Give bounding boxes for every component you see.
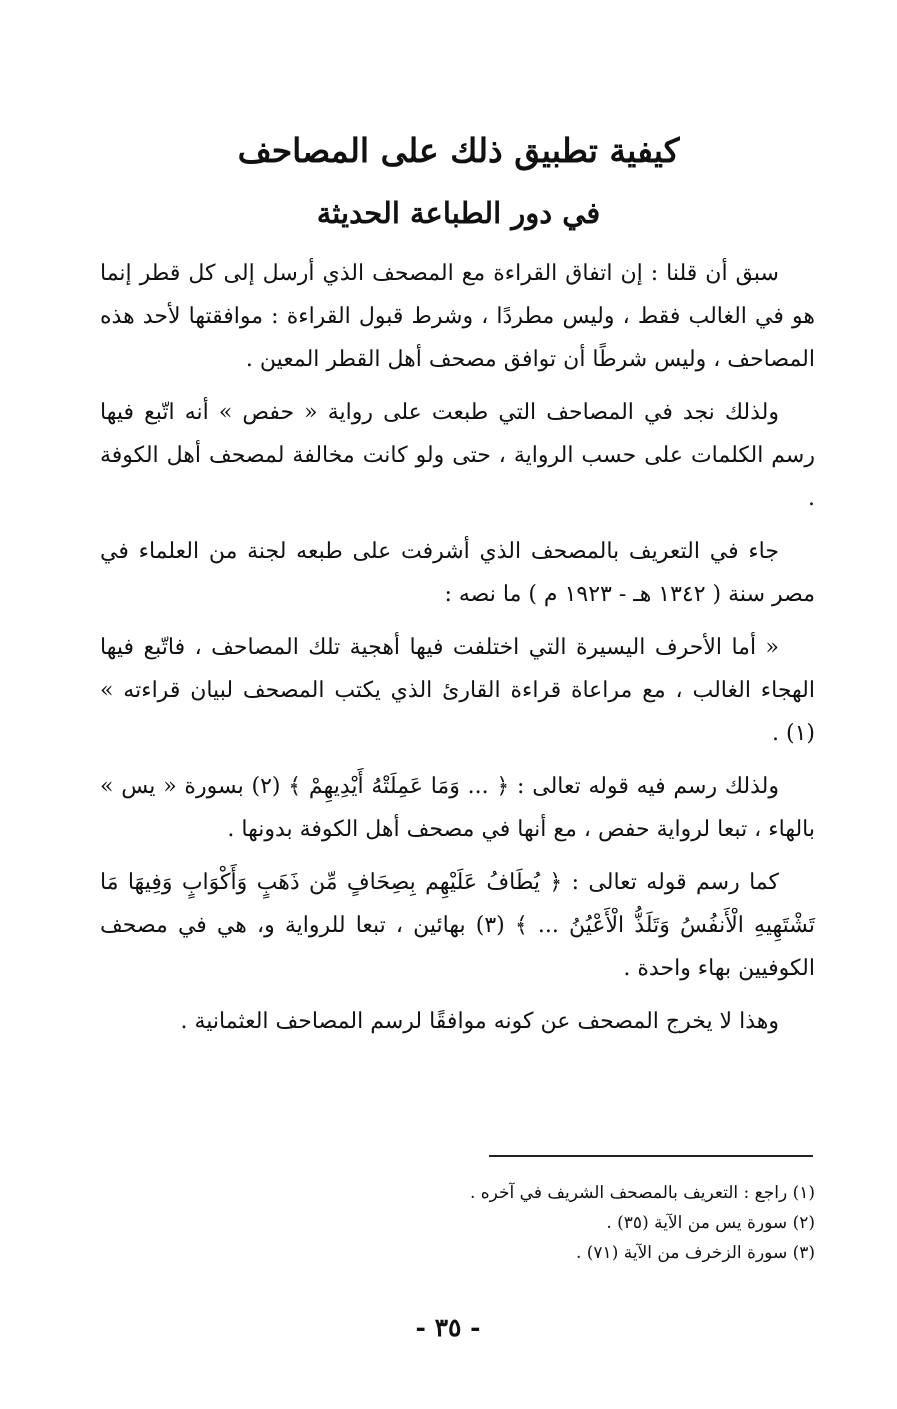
- page-number: - ٣٥ -: [415, 1313, 481, 1342]
- paragraph: ولذلك رسم فيه قوله تعالى : ﴿ ... وَمَا عَمِلَتْهُ أَيْدِيهِمْ ﴾ (٢) بسورة « يس » بالهاء ، تبعا لرواية حفص ، مع أنها في مصحف أهل الكوفة بدونها .: [100, 774, 815, 842]
- paragraph: كما رسم قوله تعالى : ﴿ يُطَافُ عَلَيْهِم بِصِحَافٍ مِّن ذَهَبٍ وَأَكْوَابٍ وَفِيهَا مَا تَشْتَهِيهِ الْأَنفُسُ وَتَلَذُّ الْأَعْيُنُ ... ﴾ (٣) بهائين ، تبعا للرواية و، هي في مصحف الكوفيين بهاء واحدة .: [100, 870, 815, 981]
- footnotes: [300, 1178, 815, 1268]
- paragraph: ولذلك نجد في المصاحف التي طبعت على رواية « حفص » أنه اتّبع فيها رسم الكلمات على حسب الرواية ، حتى ولو كانت مخالفة لمصحف أهل الكوفة .: [100, 400, 815, 511]
- paragraph: وهذا لا يخرج المصحف عن كونه موافقًا لرسم المصاحف العثمانية .: [180, 1009, 779, 1034]
- paragraph: جاء في التعريف بالمصحف الذي أشرفت على طبعه لجنة من العلماء في مصر سنة ( ١٣٤٢ هـ - ١٩٢٣ م ) ما نصه :: [100, 539, 815, 607]
- paragraph: سبق أن قلنا : إن اتفاق القراءة مع المصحف الذي أرسل إلى كل قطر إنما هو في الغالب فقط ، وليس مطردًا ، وشرط قبول القراءة : موافقتها لأحد هذه المصاحف ، وليس شرطًا أن توافق مصحف أهل القطر المعين .: [100, 261, 815, 372]
- footnote: (١) راجع : التعريف بالمصحف الشريف في آخره .: [469, 1183, 815, 1203]
- page-subtitle: في دور الطباعة الحديثة: [316, 196, 601, 230]
- body-text: [100, 252, 815, 1053]
- page-title: كيفية تطبيق ذلك على المصاحف: [237, 131, 680, 170]
- footnote: (٢) سورة يس من الآية (٣٥) .: [606, 1213, 815, 1233]
- footnote: (٣) سورة الزخرف من الآية (٧١) .: [575, 1243, 815, 1263]
- footnote-divider: [489, 1155, 813, 1157]
- paragraph: « أما الأحرف اليسيرة التي اختلفت فيها أهجية تلك المصاحف ، فاتّبع فيها الهجاء الغالب ، مع مراعاة قراءة القارئ الذي يكتب المصحف لبيان قراءته » (١) .: [100, 635, 815, 746]
